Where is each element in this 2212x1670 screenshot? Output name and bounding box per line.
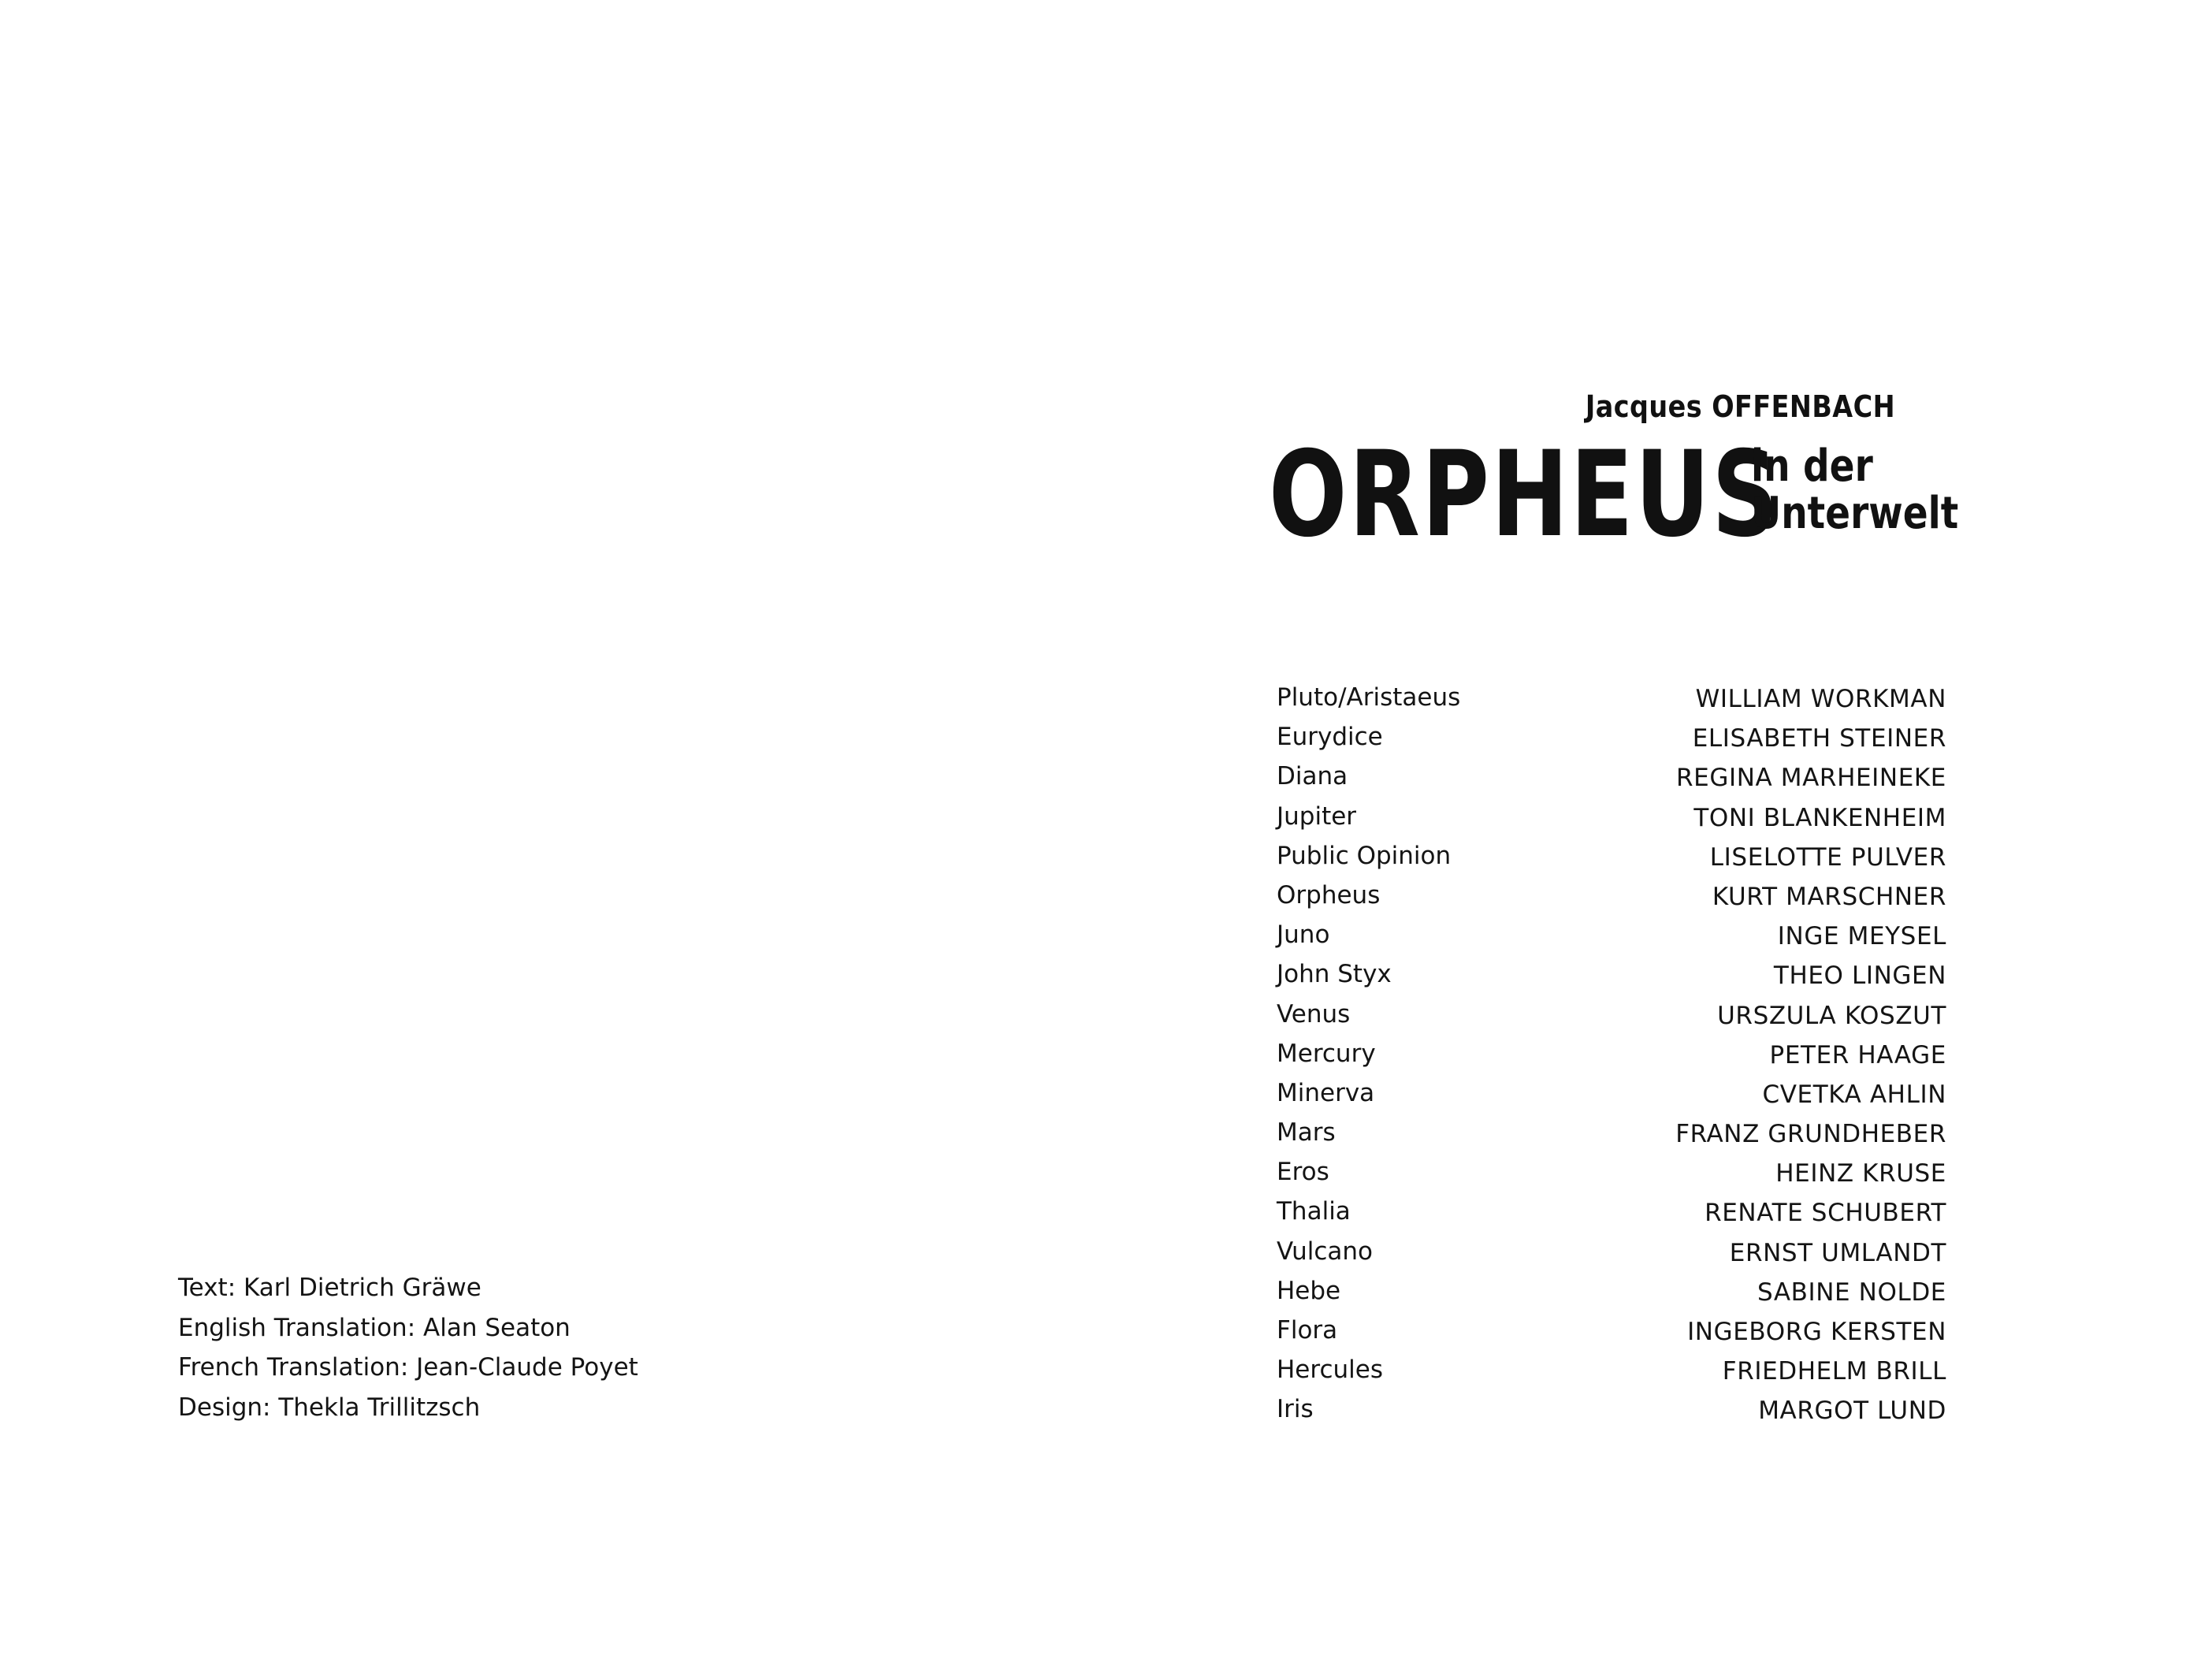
credit-english-translation: English Translation: Alan Seaton (178, 1313, 571, 1342)
cast-row (1277, 1389, 1946, 1429)
cast-row (1277, 757, 1946, 796)
singer-name: ELISABETH STEINER (1692, 724, 1946, 753)
role-name: Minerva (1277, 1078, 1375, 1107)
cast-row (1277, 836, 1946, 876)
singer-name: FRANZ GRUNDHEBER (1675, 1120, 1946, 1149)
cast-list (1277, 678, 1946, 1430)
cast-row (1277, 678, 1946, 717)
cast-row (1277, 915, 1946, 954)
cast-row (1277, 876, 1946, 915)
singer-name: SABINE NOLDE (1757, 1278, 1946, 1307)
cast-row (1277, 797, 1946, 836)
singer-name: ERNST UMLANDT (1729, 1238, 1946, 1267)
subtitle-line-1: in der (1751, 441, 1873, 492)
singer-name: WILLIAM WORKMAN (1695, 685, 1946, 713)
role-name: Pluto/Aristaeus (1277, 683, 1461, 712)
singer-name: TONI BLANKENHEIM (1693, 803, 1946, 832)
cast-row (1277, 1113, 1946, 1152)
subtitle-line-2: Unterwelt (1751, 488, 1959, 539)
role-name: Eros (1277, 1158, 1329, 1187)
cast-row (1277, 1073, 1946, 1113)
cast-row (1277, 954, 1946, 994)
role-name: Flora (1277, 1316, 1338, 1345)
role-name: Mars (1277, 1118, 1336, 1147)
cast-row (1277, 1192, 1946, 1231)
role-name: Orpheus (1277, 880, 1381, 909)
singer-name: LISELOTTE PULVER (1709, 842, 1946, 872)
role-name: Diana (1277, 762, 1348, 791)
cast-row (1277, 1232, 1946, 1271)
cast-row (1277, 995, 1946, 1034)
role-name: Eurydice (1277, 723, 1383, 752)
role-name: John Styx (1277, 960, 1392, 989)
singer-name: FRIEDHELM BRILL (1722, 1357, 1946, 1386)
singer-name: RENATE SCHUBERT (1705, 1199, 1946, 1228)
cast-row (1277, 717, 1946, 757)
role-name: Thalia (1277, 1197, 1351, 1226)
role-name: Jupiter (1277, 802, 1357, 831)
role-name: Mercury (1277, 1039, 1376, 1068)
role-name: Hercules (1277, 1356, 1383, 1385)
opera-subtitle (1751, 441, 1959, 539)
credit-design: Design: Thekla Trillitzsch (178, 1393, 481, 1422)
cast-row (1277, 1152, 1946, 1192)
cast-row (1277, 1350, 1946, 1389)
singer-name: REGINA MARHEINEKE (1676, 764, 1946, 793)
singer-name: MARGOT LUND (1758, 1397, 1946, 1426)
cast-row (1277, 1034, 1946, 1073)
singer-name: HEINZ KRUSE (1775, 1159, 1946, 1188)
singer-name: PETER HAAGE (1769, 1040, 1946, 1069)
composer-name: Jacques OFFENBACH (1585, 389, 1895, 424)
singer-name: INGEBORG KERSTEN (1687, 1318, 1946, 1346)
singer-name: THEO LINGEN (1773, 961, 1946, 991)
role-name: Iris (1277, 1395, 1314, 1424)
singer-name: INGE MEYSEL (1777, 922, 1946, 951)
credit-french-translation: French Translation: Jean-Claude Poyet (178, 1353, 638, 1382)
role-name: Hebe (1277, 1276, 1341, 1305)
singer-name: KURT MARSCHNER (1712, 882, 1946, 911)
role-name: Juno (1277, 921, 1330, 950)
role-name: Public Opinion (1277, 841, 1452, 870)
credits-block (178, 1268, 887, 1427)
singer-name: CVETKA AHLIN (1762, 1080, 1946, 1109)
title-block (1269, 386, 1962, 563)
singer-name: URSZULA KOSZUT (1717, 1001, 1946, 1030)
role-name: Vulcano (1277, 1237, 1374, 1266)
role-name: Venus (1277, 999, 1351, 1028)
cast-row (1277, 1271, 1946, 1311)
credit-text: Text: Karl Dietrich Gräwe (178, 1274, 481, 1302)
cast-row (1277, 1311, 1946, 1350)
opera-title: ORPHEUS (1269, 426, 1780, 563)
